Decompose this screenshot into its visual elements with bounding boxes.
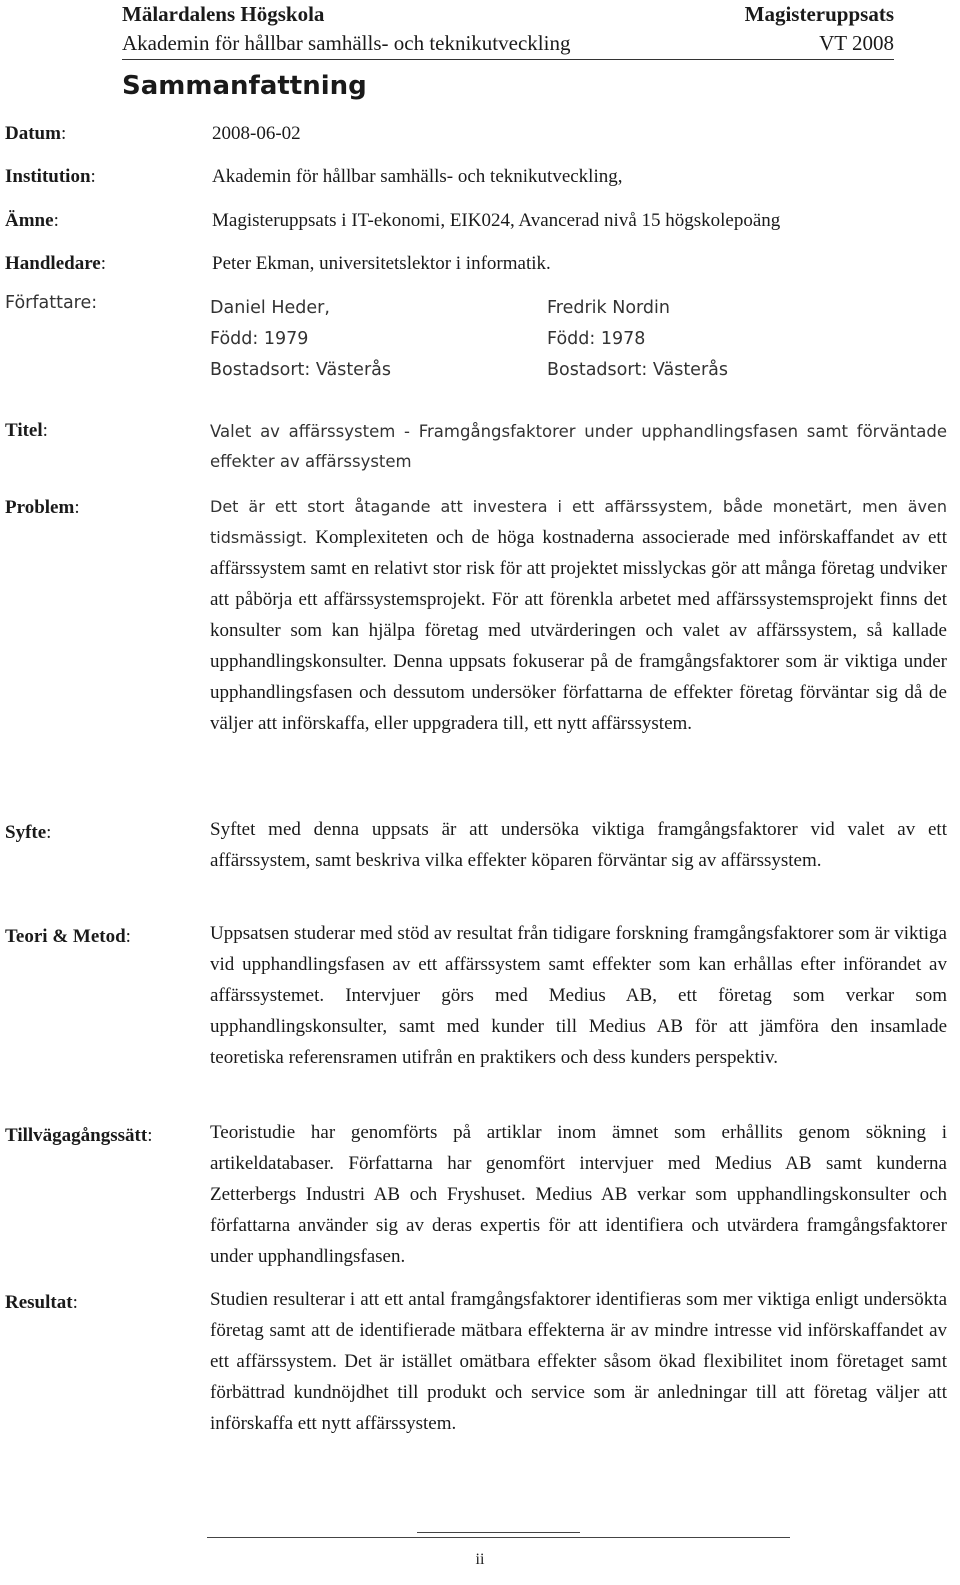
page-title: Sammanfattning: [122, 71, 367, 101]
section-body-tillvagagangssatt: Teoristudie har genomförts på artiklar inom ämnet som erhållits genom sökning i artikeldatabaser. Författarna har genomfört intervjuer med Medius AB samt kunderna Zetterbergs Industri AB och Fryshuset. Medius AB verkar som upphandlingskonsulter och författarna använder sig av deras expertis för att identifiera och utvärdera framgångsfaktorer under upphandlingsfasen.: [210, 1122, 947, 1267]
page-header: [122, 0, 894, 58]
section-label-resultat: Resultat:: [5, 1292, 78, 1313]
author-2: [547, 293, 877, 386]
section-label-titel: Titel:: [5, 420, 48, 441]
header-divider: [122, 59, 894, 60]
info-label: Institution:: [5, 166, 96, 187]
info-label: Datum:: [5, 123, 67, 144]
author-1: [210, 293, 540, 386]
section-label-syfte: Syfte:: [5, 822, 52, 843]
authors-label: Författare:: [5, 293, 98, 313]
term: VT 2008: [819, 31, 894, 55]
footer-divider: [207, 1537, 790, 1538]
section-label-problem: Problem:: [5, 497, 80, 518]
section-body-problem: [210, 491, 947, 739]
info-value: Peter Ekman, universitetslektor i informatik.: [212, 253, 551, 274]
info-label: Handledare:: [5, 253, 106, 274]
problem-text: Komplexiteten och de höga kostnaderna associerade med införskaffandet av ett affärssystem samt en relativt stor risk för att projektet misslyckas gör att många företag undviker att påbörja ett affärssystemsprojekt. För att förenkla arbetet med affärssystemsprojekt finns det konsulter som kan hjälpa företag med utvärderingen och valet av affärssystem, så kallade upphandlingskonsulter. Denna uppsats fokuserar på de framgångsfaktorer som är viktiga under upphandlingsfasen och dessutom undersöker författarna de effekter företag förväntar sig då de väljer att införskaffa, eller uppgradera till, ett nytt affärssystem.: [210, 527, 947, 734]
document-type: Magisteruppsats: [744, 2, 894, 26]
section-body-resultat: Studien resulterar i att ett antal framgångsfaktorer identifieras som mer viktiga enligt undersökta företag samt att de identifierade mätbara effekterna är av mindre intresse vid införskaffandet av ett affärssystem. Det är istället omätbara effekter såsom ökad flexibilitet inom företaget samt förbättrad kundnöjdhet till produkt och service som är anledningar till att företag väljer att införskaffa ett nytt affärssystem.: [210, 1289, 947, 1434]
section-label-tillvagagangssatt: Tillvägagångssätt:: [5, 1125, 153, 1146]
author-born: Född: 1978: [547, 329, 646, 349]
info-value: Akademin för hållbar samhälls- och teknikutveckling,: [212, 166, 623, 187]
section-body-teori-metod: Uppsatsen studerar med stöd av resultat från tidigare forskning framgångsfaktorer som är viktiga vid upphandlingsfasen av ett affärssystem samt effekter som kan erhållas efter införandet av affärssystemet. Intervjuer görs med Medius AB, ett företag som verkar som upphandlingskonsulter, samt med kunder till Medius AB för att jämföra den insamlade teoretiska referensramen utifrån en praktikers och dess kunders perspektiv.: [210, 923, 947, 1068]
academy-name: Akademin för hållbar samhälls- och teknikutveckling: [122, 31, 571, 55]
page-number: ii: [475, 1551, 485, 1568]
author-name: Daniel Heder,: [210, 298, 330, 318]
author-city: Bostadsort: Västerås: [547, 360, 728, 380]
section-body-syfte: Syftet med denna uppsats är att undersöka viktiga framgångsfaktorer vid valet av ett affärssystem, samt beskriva vilka effekter köparen förväntar sig av affärssystem.: [210, 819, 947, 871]
author-name: Fredrik Nordin: [547, 298, 670, 318]
section-body-titel: Valet av affärssystem - Framgångsfaktorer under upphandlingsfasen samt förväntade effekter av affärssystem: [210, 422, 947, 471]
university-name: Mälardalens Högskola: [122, 2, 325, 26]
info-value: Magisteruppsats i IT-ekonomi, EIK024, Avancerad nivå 15 högskolepoäng: [212, 210, 781, 231]
author-born: Född: 1979: [210, 329, 309, 349]
footer-divider-short: [417, 1532, 580, 1533]
info-label: Ämne:: [5, 210, 59, 231]
problem-lead: Det är ett stort åtagande att investera i ett affärssystem, både monetärt, men även tidsmässigt.: [210, 497, 947, 547]
author-city: Bostadsort: Västerås: [210, 360, 391, 380]
info-value: 2008-06-02: [212, 123, 301, 144]
section-label-teori-metod: Teori & Metod:: [5, 926, 131, 947]
